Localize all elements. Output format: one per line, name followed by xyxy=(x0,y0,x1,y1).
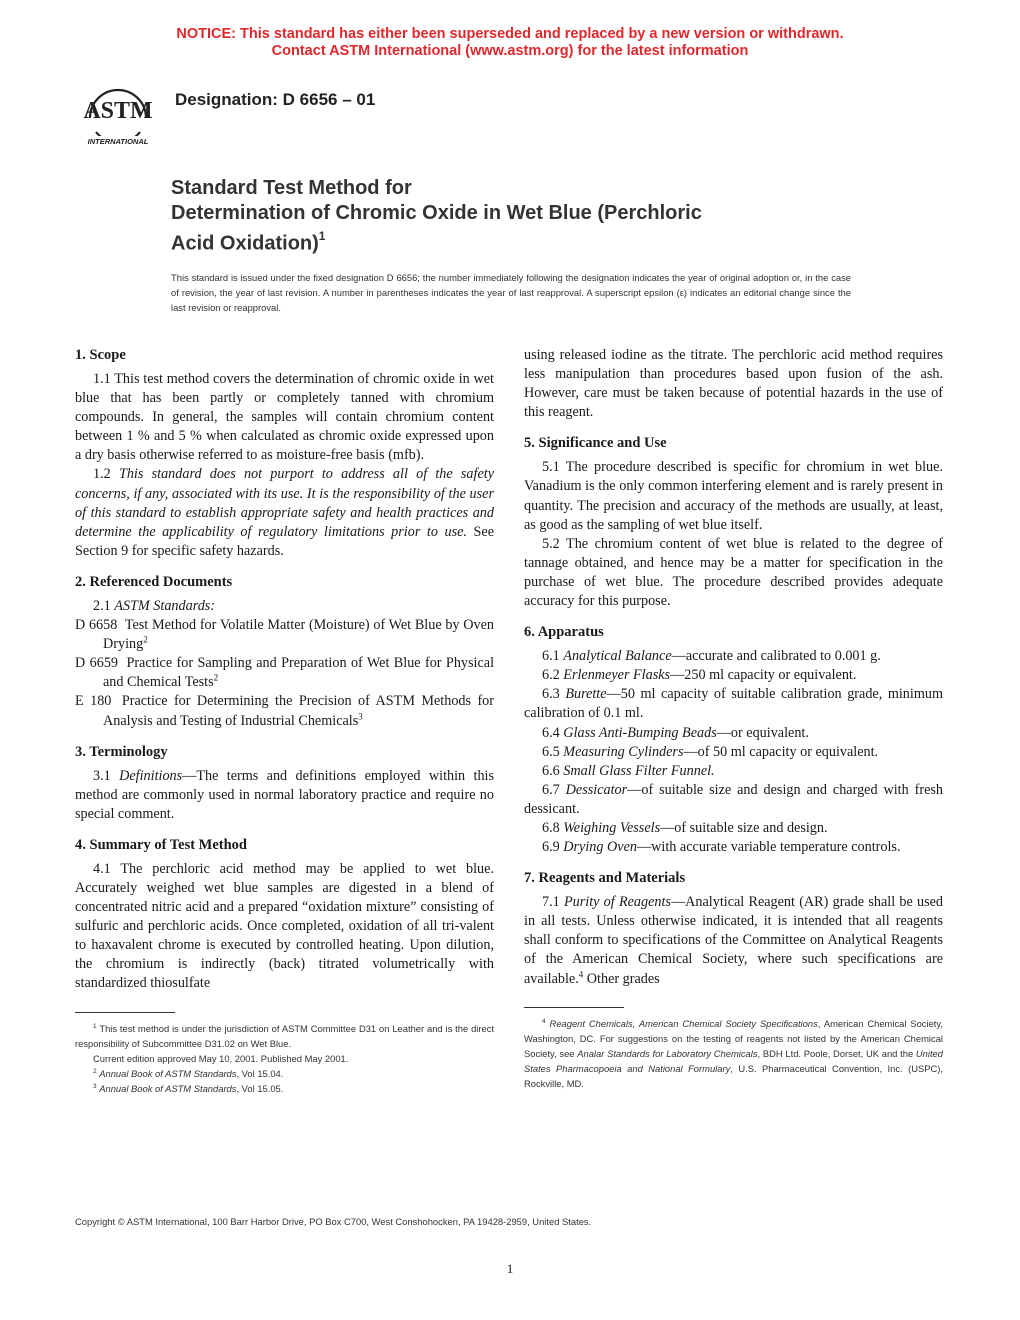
reference-d6659: D 6659 Practice for Sampling and Preparation of Wet Blue for Physical and Chemical Tests$^2$ xyxy=(75,655,495,691)
list-item: 6.1 Analytical Balance—accurate and calibrated to 0.001 g. xyxy=(542,648,881,665)
footnote-rule-right xyxy=(524,1007,624,1008)
paragraph-4-1: 4.1 The perchloric acid method may be applied to wet blue. Accurately weighed wet blue samples are digested in a blend of concentrated nitric acid and a prepared “oxidation mixture” consisting of sulfuric and perchloric acids. Once completed, oxidation of all tri-valent to haxavalent chrome is executed by controlled heating. Upon dilution, the chromium is indirectly (back) titrated volumetrically with standardized thiosulfate xyxy=(75,860,494,992)
section-heading-referenced-documents: 2. Referenced Documents xyxy=(75,573,233,590)
paragraph-5-2: 5.2 The chromium content of wet blue is related to the degree of tannage obtained, and hence may be a matter for specification in the purchase of wet blue. The procedure described provides adequate accuracy for this purpose. xyxy=(524,535,943,610)
paragraph-2-1: 2.1 ASTM Standards: xyxy=(93,597,216,614)
footnote-1-cont: Current edition approved May 10, 2001. Published May 2001. xyxy=(93,1052,349,1064)
footnotes-right xyxy=(524,1016,943,1091)
paragraph-4-1-cont: using released iodine as the titrate. The perchloric acid method requires less manipulation than procedures based upon fusion of the ash. However, care must be taken because of potential hazards in the use of this reagent. xyxy=(524,347,943,421)
section-heading-significance: 5. Significance and Use xyxy=(524,435,667,452)
left-column xyxy=(75,346,494,1096)
right-column xyxy=(524,346,943,1091)
section-heading-apparatus: 6. Apparatus xyxy=(524,624,604,641)
designation: Designation: D 6656 – 01 xyxy=(175,90,376,109)
title-line-1: Standard Test Method for xyxy=(171,177,412,199)
apparatus-list xyxy=(524,647,943,857)
section-heading-summary: 4. Summary of Test Method xyxy=(75,836,247,853)
footnote-3: $^3$ Annual Book of ASTM Standards, Vol 15.05. xyxy=(93,1082,284,1094)
paragraph-3-1: 3.1 Definitions—The terms and definitions employed within this method are commonly used in normal laboratory practice and require no special comment. xyxy=(75,767,495,822)
logo-text: ASTM xyxy=(83,98,153,124)
list-item: 6.3 Burette—50 ml capacity of suitable calibration grade, minimum calibration of 0.1 ml. xyxy=(524,686,944,722)
paragraph-1-1: 1.1 This test method covers the determination of chromic oxide in wet blue that has been partly or completely tanned with chromium compounds. In general, the samples will contain chromium content between 1 % and 5 % when calculated as chromic oxide expressed upon a dry basis otherwise referred to as moisture-free basis (mfb). xyxy=(75,371,494,464)
page-number: 1 xyxy=(506,1261,514,1276)
title-line-3: Acid Oxidation)$^1$ xyxy=(171,229,326,255)
notice-line-1: NOTICE: This standard has either been superseded and replaced by a new version or withdrawn. xyxy=(176,26,844,42)
list-item: 6.2 Erlenmeyer Flasks—250 ml capacity or equivalent. xyxy=(542,667,857,684)
footnote-1: $^1$ This test method is under the jurisdiction of ASTM Committee D31 on Leather and is the direct responsibility of Subcommittee D31.02 on Wet Blue. xyxy=(75,1022,495,1049)
footnote-rule-left xyxy=(75,1012,175,1013)
copyright-line: Copyright © ASTM International, 100 Barr Harbor Drive, PO Box C700, West Conshohocken, PA 19428-2959, United States. xyxy=(75,1216,592,1227)
title-footnote-mark: 1 xyxy=(318,229,326,243)
list-item: 6.6 Small Glass Filter Funnel. xyxy=(542,762,715,779)
notice-line-2: Contact ASTM International (www.astm.org) for the latest information xyxy=(271,43,749,59)
list-item: 6.9 Drying Oven—with accurate variable temperature controls. xyxy=(542,839,901,856)
section-heading-reagents: 7. Reagents and Materials xyxy=(524,870,686,887)
title-line-2: Determination of Chromic Oxide in Wet Blue (Perchloric xyxy=(171,202,702,224)
footnote-2: $^2$ Annual Book of ASTM Standards, Vol 15.04. xyxy=(93,1067,284,1079)
logo-subtext: INTERNATIONAL xyxy=(87,137,149,146)
footnotes-left xyxy=(75,1021,494,1096)
document-title xyxy=(171,176,871,257)
list-item: 6.7 Dessicator—of suitable size and design and charged with fresh dessicant. xyxy=(524,781,943,817)
issue-note: This standard is issued under the fixed designation D 6656; the number immediately following the designation indicates the year of original adoption or, in the case of revision, the year of last revision. A number in parentheses indicates the year of last reapproval. A superscript epsilon (ε) indicates an editorial change since the last revision or reapproval. xyxy=(171,272,851,313)
reference-d6658: D 6658 Test Method for Volatile Matter (Moisture) of Wet Blue by Oven Drying$^2$ xyxy=(75,617,494,653)
list-item: 6.4 Glass Anti-Bumping Beads—or equivalent. xyxy=(542,724,809,741)
paragraph-7-1: 7.1 Purity of Reagents—Analytical Reagent (AR) grade shall be used in all tests. Unless otherwise indicated, it is intended that all reagents shall conform to specifications of the Committee on Analytical Reagents of the American Chemical Society, where such specifications are available.$^4$ Other grades xyxy=(524,894,944,987)
footnote-4: $^4$ Reagent Chemicals, American Chemical Society Specifications, American Chemical Society, Washington, DC. For suggestions on the testing of reagents not listed by the American Chemical Society, see Analar Standards for Laboratory Chemicals, BDH Ltd. Poole, Dorset, UK and the United States Pharmacopoeia and National Formulary, U.S. Pharmaceutical Convention, Inc. (USPC), Rockville, MD. xyxy=(524,1017,943,1089)
paragraph-1-2: 1.2 This standard does not purport to address all of the safety concerns, if any, associated with its use. It is the responsibility of the user of this standard to establish appropriate safety and health practices and determine the applicability of regulatory limitations prior to use. See Section 9 for specific safety hazards. xyxy=(75,466,495,559)
astm-logo xyxy=(76,74,160,148)
list-item: 6.5 Measuring Cylinders—of 50 ml capacity or equivalent. xyxy=(542,743,879,760)
paragraph-5-1: 5.1 The procedure described is specific for chromium in wet blue. Vanadium is the only common interfering element and is rarely present in quantity. The precision and accuracy of the methods are usually, at least, as good as the sampling of wet blue itself. xyxy=(524,459,943,533)
withdrawal-notice xyxy=(0,26,1020,60)
section-heading-scope: 1. Scope xyxy=(75,347,126,363)
reference-e180: E 180 Practice for Determining the Precision of ASTM Methods for Analysis and Testing of Industrial Chemicals$^3$ xyxy=(75,693,494,729)
list-item: 6.8 Weighing Vessels—of suitable size and design. xyxy=(542,819,828,836)
section-heading-terminology: 3. Terminology xyxy=(75,743,168,760)
